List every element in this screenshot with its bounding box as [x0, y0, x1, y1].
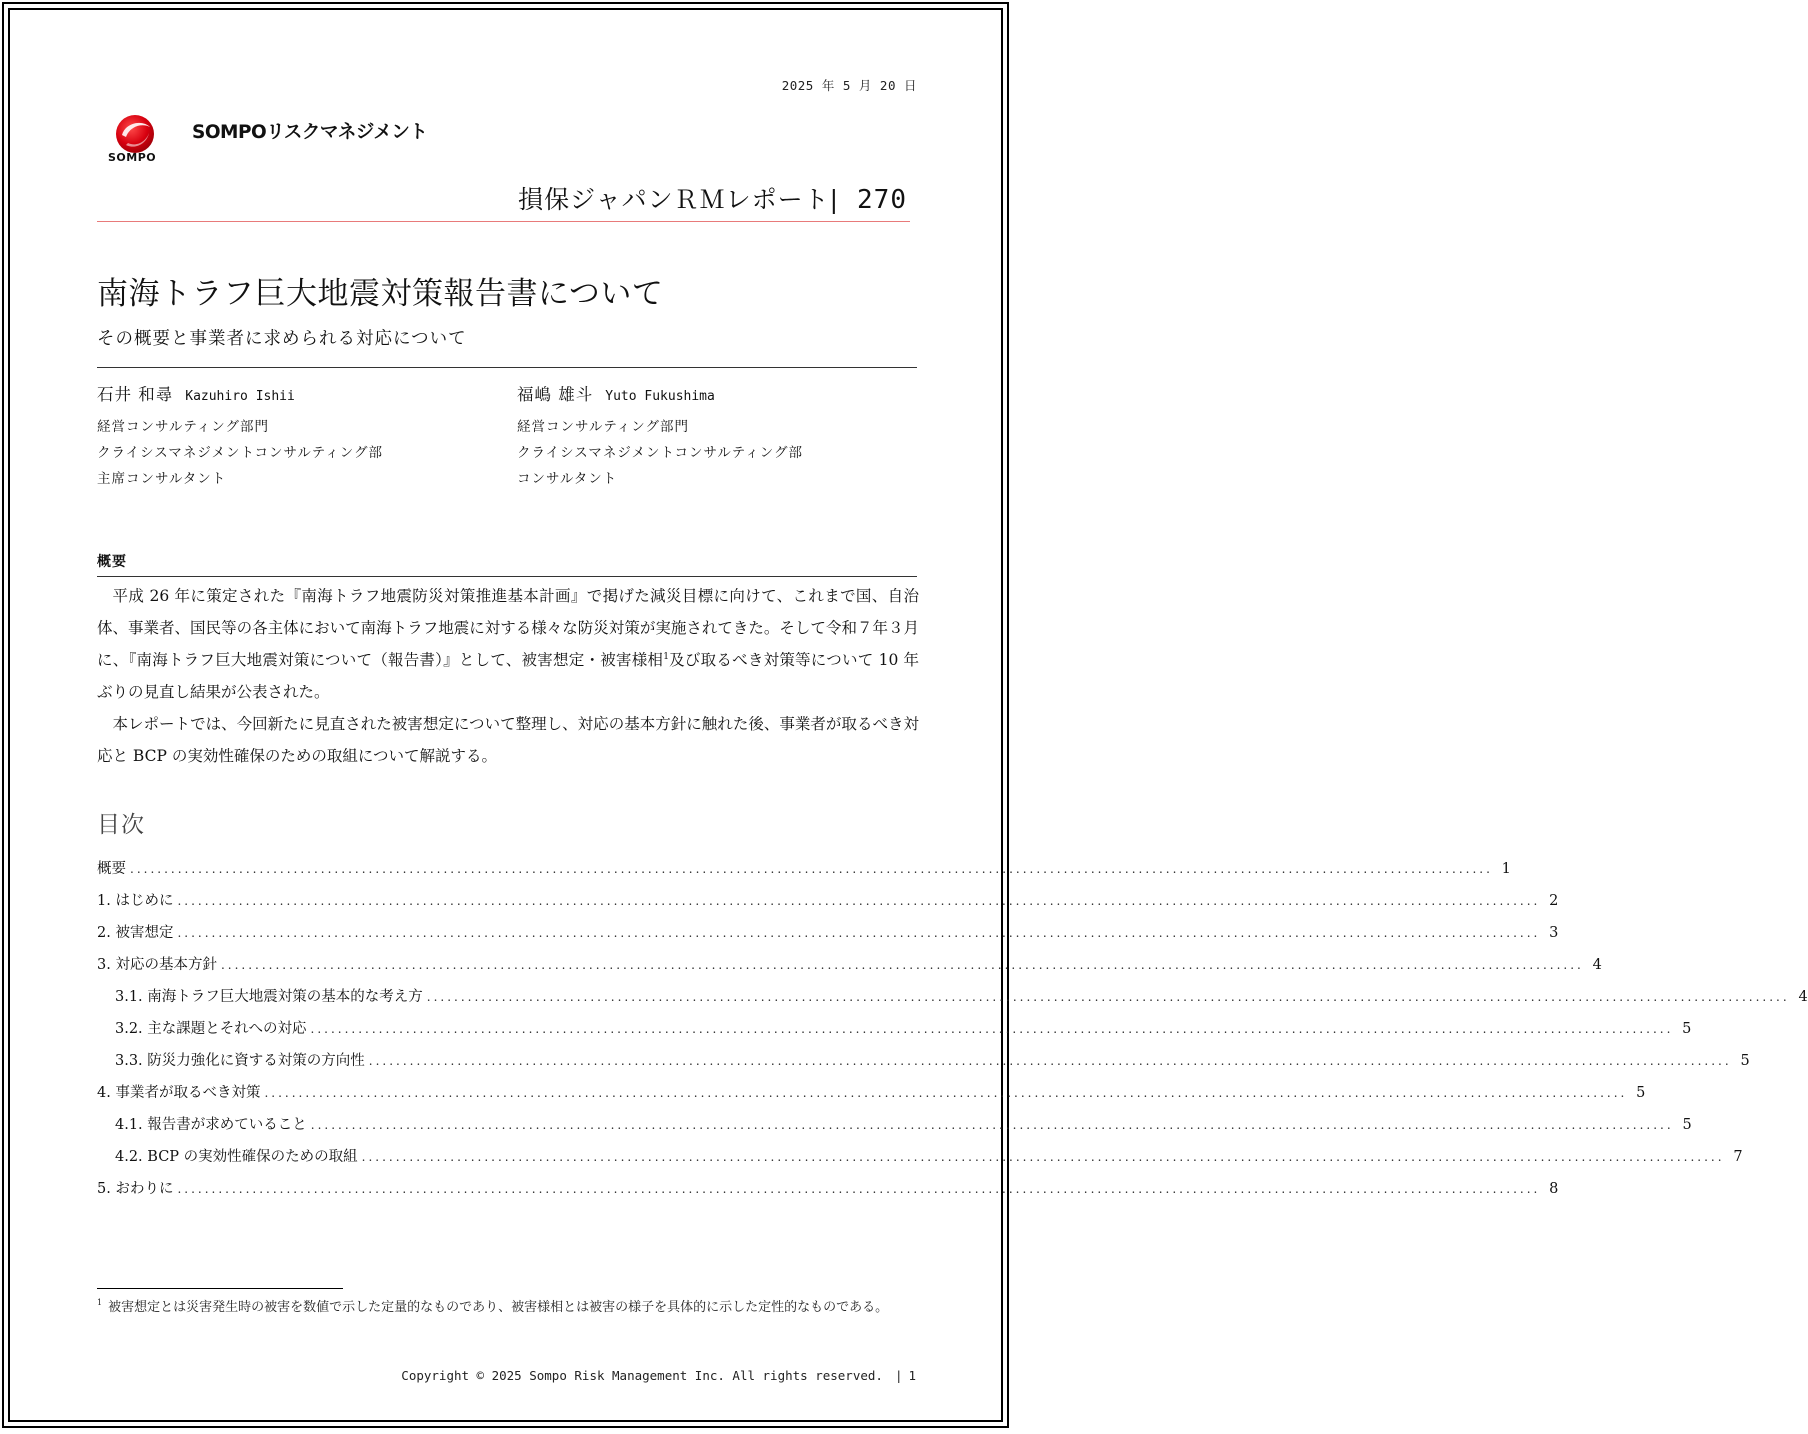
author-division: クライシスマネジメントコンサルティング部 — [517, 445, 803, 461]
page-footer — [401, 1368, 916, 1383]
copyright-text: Copyright © 2025 Sompo Risk Management Inc. All rights reserved. — [401, 1368, 883, 1383]
toc-entry[interactable]: 5. おわりに ........................................................................................................................................................................................................ 8 — [97, 1176, 919, 1208]
toc-subentry[interactable]: 3.3. 防災力強化に資する対策の方向性 ........................................................................................................................................................................................................ 5 — [97, 1048, 919, 1080]
footnote — [97, 1297, 919, 1319]
toc-page-number: 1 — [1501, 861, 1511, 877]
header-divider — [97, 221, 910, 222]
author-title: 主席コンサルタント — [97, 471, 227, 487]
author-department: 経営コンサルティング部門 — [517, 419, 689, 435]
toc-entry[interactable]: 3. 対応の基本方針 ........................................................................................................................................................................................................ 4 — [97, 952, 919, 984]
abstract-paragraph: 本レポートでは、今回新たに見直された被害想定について整理し、対応の基本方針に触れた後、事業者が取るべき対応と BCP の実効性確保のための取組について解説する。 — [97, 715, 919, 765]
footnote-number: 1 — [97, 1298, 103, 1307]
company-name: SOMPOリスクマネジメント — [192, 122, 428, 143]
author-division: クライシスマネジメントコンサルティング部 — [97, 445, 383, 461]
author-name: 石井 和尋 Kazuhiro Ishii — [97, 385, 295, 404]
toc-entry[interactable]: 1. はじめに ........................................................................................................................................................................................................ 2 — [97, 888, 919, 920]
abstract-body — [97, 580, 919, 772]
sompo-logo-icon — [112, 113, 158, 155]
page-title: 南海トラフ巨大地震対策報告書について — [97, 276, 664, 312]
series-name: 損保ジャパンＲＭレポート| — [518, 185, 840, 214]
abstract-divider — [97, 576, 917, 577]
toc-entry[interactable]: 4. 事業者が取るべき対策 ........................................................................................................................................................................................................ 5 — [97, 1080, 919, 1112]
author-block-1 — [97, 381, 383, 487]
toc-subentry[interactable]: 4.2. BCP の実効性確保のための取組 ........................................................................................................................................................................................................ 7 — [97, 1144, 919, 1176]
toc-subentry[interactable]: 4.1. 報告書が求めていること ........................................................................................................................................................................................................ 5 — [97, 1112, 919, 1144]
toc-subentry[interactable]: 3.1. 南海トラフ巨大地震対策の基本的な考え方 ........................................................................................................................................................................................................ 4 — [97, 984, 919, 1016]
author-title: コンサルタント — [517, 471, 618, 487]
report-date: 2025 年 5 月 20 日 — [781, 78, 917, 93]
toc-page-number: 5 — [1682, 1117, 1692, 1133]
toc-page-number: 2 — [1549, 893, 1559, 909]
author-block-2 — [517, 381, 803, 487]
toc-entry[interactable]: 概要 ........................................................................................................................................................................................................ 1 — [97, 856, 919, 888]
toc-page-number: 8 — [1549, 1181, 1559, 1197]
toc-page-number: 4 — [1592, 957, 1602, 973]
author-roman-name: Yuto Fukushima — [605, 389, 715, 404]
toc-heading: 目次 — [97, 812, 145, 838]
page-number: 1 — [908, 1368, 916, 1383]
footnote-text: 被害想定とは災害発生時の被害を数値で示した定量的なものであり、被害様相とは被害の様子を具体的に示した定性的なものである。 — [108, 1300, 889, 1315]
footnote-divider — [97, 1288, 343, 1289]
author-name: 福嶋 雄斗 Yuto Fukushima — [517, 385, 715, 404]
toc-page-number: 5 — [1636, 1085, 1646, 1101]
author-roman-name: Kazuhiro Ishii — [185, 389, 295, 404]
toc-subentry[interactable]: 3.2. 主な課題とそれへの対応 ........................................................................................................................................................................................................ 5 — [97, 1016, 919, 1048]
toc-page-number: 3 — [1549, 925, 1559, 941]
footnote-ref[interactable]: 1 — [663, 652, 669, 662]
abstract-paragraph: 平成 26 年に策定された『南海トラフ地震防災対策推進基本計画』で掲げた減災目標に向けて、これまで国、自治体、事業者、国民等の各主体において南海トラフ地震に対する様々な防災対策が実施されてきた。そして令和７年３月に、『南海トラフ巨大地震対策について（報告書）』として、被害想定・被害様相$^1$及び取るべき対策等について 10 年ぶりの見直し結果が公表された。 — [97, 587, 919, 701]
series-number: 270 — [857, 185, 907, 215]
toc-page-number: 5 — [1682, 1021, 1692, 1037]
toc-page-number: 5 — [1740, 1053, 1750, 1069]
page-subtitle: その概要と事業者に求められる対応について — [97, 329, 467, 349]
toc-entry[interactable]: 2. 被害想定 ........................................................................................................................................................................................................ 3 — [97, 920, 919, 952]
abstract-heading: 概要 — [97, 554, 127, 570]
footer-separator: | — [894, 1368, 903, 1383]
author-department: 経営コンサルティング部門 — [97, 419, 269, 435]
table-of-contents — [97, 856, 1808, 1208]
logo-wordmark: SOMPO — [108, 151, 157, 164]
toc-page-number: 4 — [1798, 989, 1808, 1005]
toc-page-number: 7 — [1733, 1149, 1743, 1165]
report-series — [518, 180, 907, 216]
title-divider — [97, 367, 917, 368]
